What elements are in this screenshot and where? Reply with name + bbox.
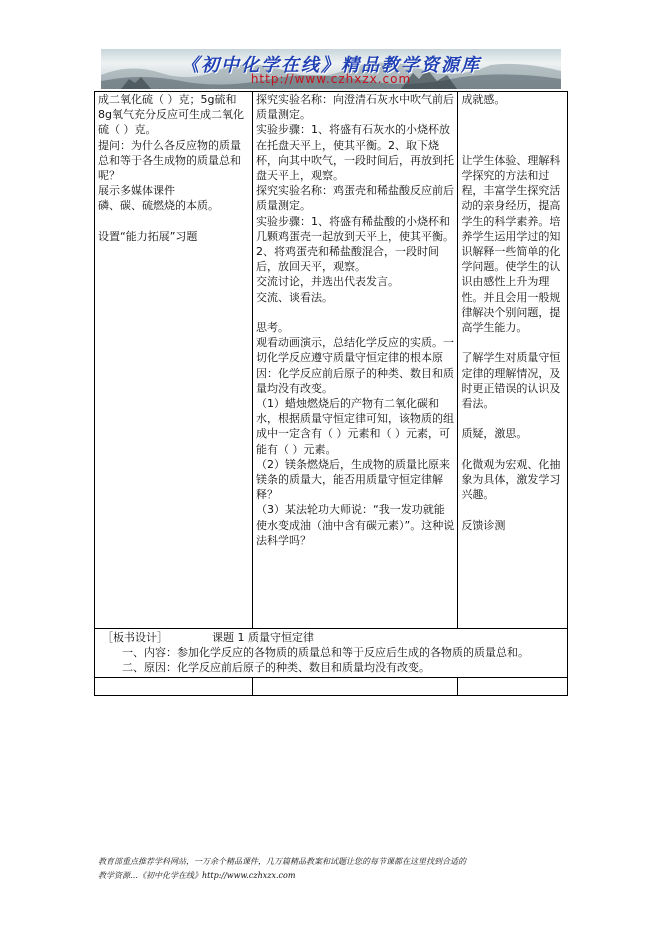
col1-text: 展示多媒体课件 <box>98 184 175 198</box>
col1-text: 磷、碳、硫燃烧的本质。 <box>98 199 219 213</box>
footer-line-2: 教学资源…《初中化学在线》http://www.czhxzx.com <box>98 871 296 880</box>
board-line-reason: 二、原因：化学反应前后原子的种类、数目和质量均没有改变。 <box>122 661 430 675</box>
col1-text: 提问：为什么各反应物的质量总和等于各生成物的质量总和呢？ <box>98 138 241 183</box>
col3-text: 化微观为宏观、化抽象为具体，激发学习兴趣。 <box>461 457 561 502</box>
col2-text: 探究实验名称：鸡蛋壳和稀盐酸反应前后质量测定。 <box>256 184 455 213</box>
col2-text: 思考。 <box>256 321 290 335</box>
board-label: ［板书设计］ <box>102 631 168 644</box>
col2-text: （2）镁条燃烧后，生成物的质量比原来镁条的质量大，能否用质量守恒定律解释？ <box>256 457 451 502</box>
board-heading <box>102 630 560 645</box>
student-activity-cell <box>253 92 458 629</box>
banner-url: http://www.czhxzx.com <box>250 72 412 86</box>
banner-title: 《初中化学在线》精品教学资源库 <box>181 55 481 76</box>
col2-text: 交流讨论，并选出代表发言。 <box>256 275 400 289</box>
empty-cell <box>253 677 458 695</box>
board-design-row <box>95 629 568 678</box>
col2-text: 实验步骤：1、将盛有石灰水的小烧杯放在托盘天平上，使其平衡。2、取下烧杯，向其中吹气，一段时间后，再放到托盘天平上，观察。 <box>256 123 455 183</box>
col3-text: 了解学生对质量守恒定律的理解情况，及时更正错误的认识及看法。 <box>461 351 561 410</box>
col3-spacer <box>461 411 564 426</box>
col1-spacer <box>98 214 249 229</box>
col3-spacer <box>461 502 564 517</box>
teacher-activity-cell <box>95 92 253 629</box>
empty-row <box>95 677 568 695</box>
col3-text: 成就感。 <box>461 93 506 106</box>
col3-spacer <box>461 442 564 457</box>
col3-spacer <box>461 122 564 137</box>
col2-text: 交流、谈看法。 <box>256 290 334 304</box>
page-footer <box>98 855 568 883</box>
design-intent-cell <box>458 92 568 629</box>
col2-spacer <box>256 305 454 320</box>
header-banner <box>101 49 561 89</box>
col3-spacer <box>461 335 564 350</box>
footer-line-1: 教育部重点推荐学科网站，一万余个精品课件，几万篇精品教案和试题让您的每节课都在这里找到合适的 <box>98 857 466 866</box>
col3-text: 质疑，激思。 <box>461 427 528 441</box>
board-line-content: 一、内容：参加化学反应的各物质的质量总和等于反应后生成的各物质的质量总和。 <box>122 646 529 660</box>
col2-text: 观看动画演示，总结化学反应的实质。一切化学反应遵守质量守恒定律的根本原因：化学反应前后原子的种类、数目和质量均没有改变。 <box>256 336 455 395</box>
col3-text: 反馈诊测 <box>461 518 506 532</box>
col1-text: 成二氧化硫（ ）克；5g硫和8g氧气充分反应可生成二氧化硫（ ）克。 <box>98 93 244 137</box>
col3-spacer <box>461 107 564 122</box>
col3-text: 让学生体验、理解科学探究的方法和过程，丰富学生探究活动的亲身经历，提高学生的科学素养。培养学生运用学过的知识解释一些简单的化学问题。使学生的认识由感性上升为理性。并且会用一般规律解决个别问题，提高学生能力。 <box>461 153 561 334</box>
col2-text: 探究实验名称：向澄清石灰水中吹气前后质量测定。 <box>256 93 455 122</box>
col2-text: 实验步骤：1、将盛有稀盐酸的小烧杯和几颗鸡蛋壳一起放到天平上，使其平衡。2、将鸡蛋壳和稀盐酸混合，一段时间后，放回天平，观察。 <box>256 214 455 274</box>
lesson-table <box>94 91 568 696</box>
board-design-cell <box>95 629 568 678</box>
col1-text: 设置“能力拓展”习题 <box>98 229 198 243</box>
col2-text: （3）某法轮功大师说：“我一发功就能使水变成油（油中含有碳元素）”。这种说法科学吗？ <box>256 503 455 547</box>
lesson-row <box>95 92 568 629</box>
empty-cell <box>458 677 568 695</box>
empty-cell <box>95 677 253 695</box>
board-topic: 课题 1 质量守恒定律 <box>212 631 314 644</box>
col2-text: （1）蜡烛燃烧后的产物有二氧化碳和水，根据质量守恒定律可知，该物质的组成中一定含有（ ）元素和（ ）元素，可能有（ ）元素。 <box>256 397 455 456</box>
col3-spacer <box>461 138 564 153</box>
